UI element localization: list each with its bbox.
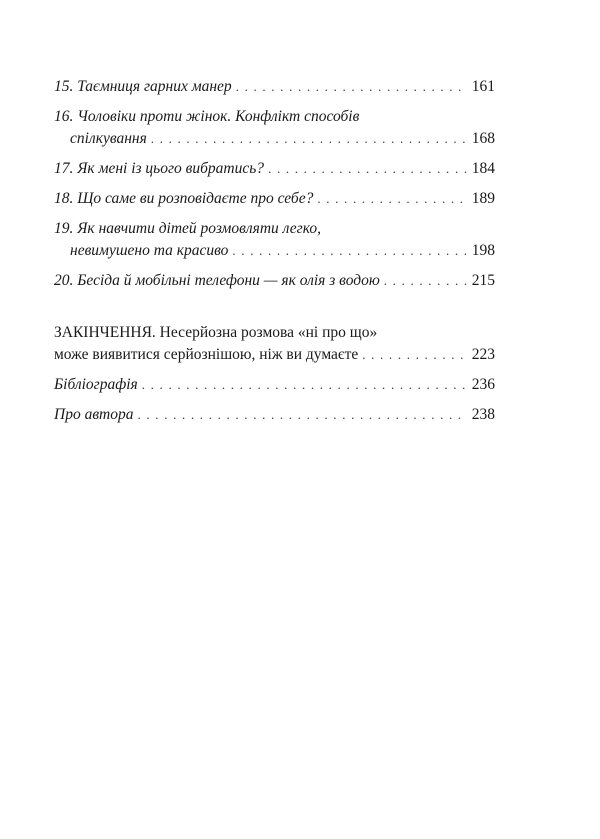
dot-leader	[232, 240, 467, 262]
dot-leader	[236, 76, 467, 98]
toc-entry-title-continued: спілкування	[70, 130, 147, 147]
dot-leader	[138, 404, 468, 426]
dot-leader	[142, 374, 467, 396]
toc-entry-line	[54, 322, 495, 344]
table-of-contents	[54, 76, 495, 426]
toc-entry-line	[54, 404, 495, 426]
toc-entry-page: 189	[471, 190, 495, 207]
toc-entry-20[interactable]	[54, 270, 495, 292]
toc-entry-page: 184	[471, 160, 495, 177]
toc-entry-line	[54, 188, 495, 210]
toc-entry-line	[54, 270, 495, 292]
toc-entry-17[interactable]	[54, 158, 495, 180]
toc-entry-line	[54, 374, 495, 396]
toc-entry-title: 17. Як мені із цього вибратись?	[54, 160, 265, 177]
toc-entry-bibliography[interactable]	[54, 374, 495, 396]
toc-entry-page: 161	[471, 78, 495, 95]
toc-entry-line	[54, 76, 495, 98]
dot-leader	[151, 128, 467, 150]
toc-entry-page: 215	[471, 272, 495, 289]
toc-entry-title: Про автора	[54, 406, 134, 423]
toc-entry-title: Бібліографія	[54, 376, 138, 393]
toc-entry-page: 223	[471, 346, 495, 363]
toc-entry-about-author[interactable]	[54, 404, 495, 426]
toc-entry-line	[54, 344, 495, 366]
toc-entry-page: 168	[471, 130, 495, 147]
dot-leader	[362, 344, 467, 366]
toc-entry-title-continued: невимушено та красиво	[70, 242, 229, 259]
toc-entry-title: ЗАКІНЧЕННЯ. Несерйозна розмова «ні про що»	[54, 324, 378, 341]
toc-entry-19[interactable]	[54, 218, 495, 262]
toc-entry-line	[54, 128, 495, 150]
toc-entry-conclusion[interactable]	[54, 322, 495, 366]
toc-entry-page: 236	[471, 376, 495, 393]
toc-entry-title-continued: може виявитися серйознішою, ніж ви думаєте	[54, 346, 359, 363]
toc-entry-title: 18. Що саме ви розповідаєте про себе?	[54, 190, 314, 207]
toc-entry-title: 19. Як навчити дітей розмовляти легко,	[54, 220, 322, 237]
toc-entry-18[interactable]	[54, 188, 495, 210]
toc-entry-title: 20. Бесіда й мобільні телефони — як олія з водою	[54, 272, 380, 289]
dot-leader	[268, 158, 467, 180]
toc-entry-title: 16. Чоловіки проти жінок. Конфлікт способів	[54, 108, 360, 125]
toc-entry-15[interactable]	[54, 76, 495, 98]
toc-entry-line	[54, 218, 495, 240]
toc-entry-line	[54, 240, 495, 262]
toc-entry-line	[54, 158, 495, 180]
toc-entry-16[interactable]	[54, 106, 495, 150]
toc-entry-title: 15. Таємниця гарних манер	[54, 78, 232, 95]
dot-leader	[384, 270, 467, 292]
toc-entry-page: 198	[471, 242, 495, 259]
toc-entry-page: 238	[471, 406, 495, 423]
toc-entry-line	[54, 106, 495, 128]
dot-leader	[317, 188, 467, 210]
